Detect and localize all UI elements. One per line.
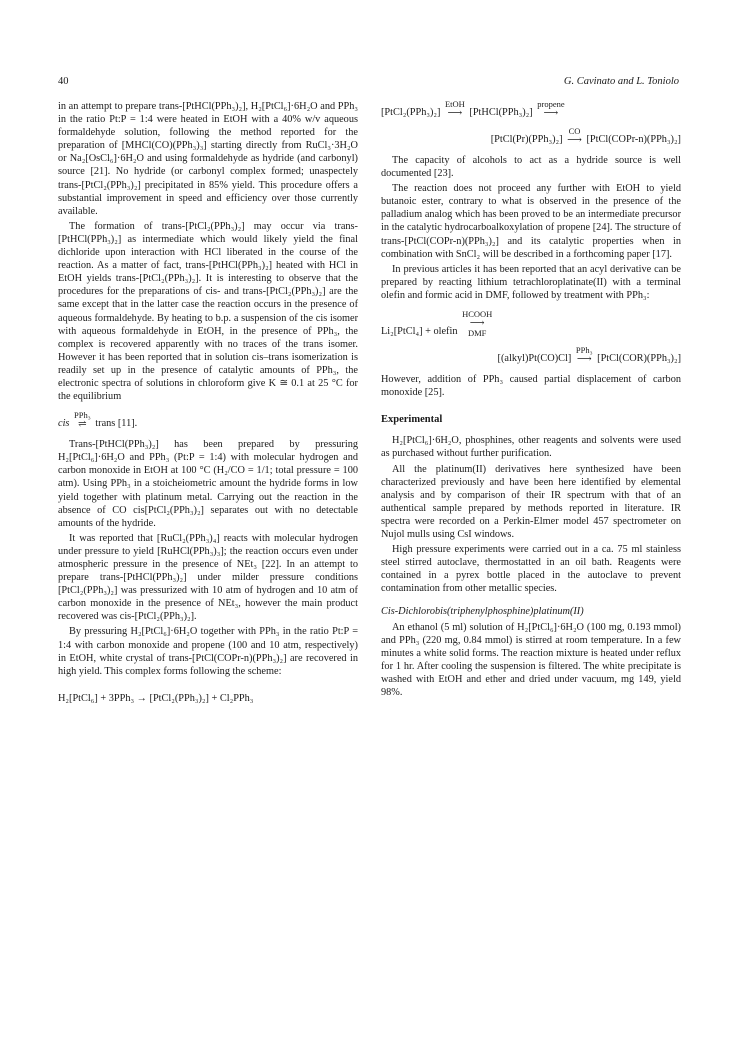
reaction-scheme-line-2 (381, 127, 681, 146)
eq-arrow-symbol: ⟶ (469, 318, 485, 330)
paragraph: H₂[PtCl₆]·6H₂O, phosphines, other reagents and solvents were used as purchased without further purification. (381, 435, 681, 460)
eq-arrow (567, 127, 582, 146)
eq-term: [PtCl(COR)(PPh₃)₂] (597, 352, 681, 364)
left-column (58, 100, 358, 713)
reaction-scheme-line-3 (381, 310, 681, 338)
eq-arrow-sublabel: DMF (467, 328, 487, 339)
eq-term: [PtCl(COPr-n)(PPh₃)₂] (586, 133, 681, 145)
eq-arrow-label: PPh₃ (575, 345, 593, 356)
eq-arrow-label: propene (537, 99, 565, 109)
page-number: 40 (58, 76, 69, 87)
eq-term: [PtCl₂(PPh₃)₂] (381, 106, 441, 118)
paragraph: However, addition of PPh₃ caused partial displacement of carbon monoxide [25]. (381, 374, 681, 399)
eq-arrow (537, 100, 564, 119)
reaction-equation: H₂[PtCl₆] + 3PPh₃ → [PtCl₂(PPh₃)₂] + Cl₂PPh₃ (58, 692, 254, 704)
equilibrium-equation (58, 411, 358, 430)
eq-arrow-symbol: ⟶ (447, 108, 463, 119)
reaction-scheme-line-1 (381, 100, 681, 119)
paragraph: An ethanol (5 ml) solution of H₂[PtCl₆]·6H₂O (100 mg, 0.193 mmol) and PPh₃ (220 mg, 0.84 mmol) is stirred at room temperature. In a few minutes a white solid forms. The reaction mixture is heated under reflux for 1 hr. After cooling the suspension is filtered. The white precipitate is washed with EtOH and ether and dried under vacuum, mg 149, yield 98%. (381, 621, 681, 698)
eq-term: trans [11]. (95, 418, 138, 430)
eq-arrow-symbol: ⟶ (567, 135, 582, 146)
paragraph: The reaction does not proceed any further with EtOH to yield butanoic ester, contrary to what is observed in the presence of the palladium analog which has been proved to be an intermediate precursor in the catalytic hydrocarboalkoxylation of propene [24]. The structure of trans-[PtCl(COPr-n)(PPh₃)₂] and its catalytic properties when in combination with SnCl₂ will be described in a forthcoming paper [17]. (381, 183, 681, 260)
right-column (381, 100, 681, 701)
section-heading: Experimental (381, 414, 443, 426)
paragraph: Trans-[PtHCl(PPh₃)₂] has been prepared by pressuring H₂[PtCl₆]·6H₂O and PPh₃ (Pt:P = 1:4) with molecular hydrogen and carbon monoxide in EtOH at 100 °C (H₂/CO = 1/1; total pressure = 100 atm). Using PPh₃ in a stoicheiometric amount the hydride forms in low yield together with platinum metal. Carrying out the reaction in the absence of CO cis[PtCl₂(PPh₃)₂] separates out with no detectable amounts of the hydride. (58, 439, 358, 529)
reaction-scheme-line-4 (381, 346, 681, 365)
running-head-authors: G. Cavinato and L. Toniolo (563, 76, 679, 87)
eq-term: cis (58, 418, 70, 430)
eq-arrow-label: EtOH (444, 99, 465, 109)
page-header (58, 76, 679, 92)
eq-arrow (445, 100, 465, 119)
paragraph: All the platinum(II) derivatives here synthesized have been characterized previously and have been here identified by elemental analysis and by comparison of their IR spectrum with that of an authentical sample prepared by methods reported in literature. IR spectra were recorded on a Perkin-Elmer model 457 spectrometer on Nujol mulls using CsI windows. (381, 463, 681, 540)
eq-term: [PtHCl(PPh₃)₂] (469, 106, 533, 118)
paragraph: It was reported that [RuCl₂(PPh₃)₄] reacts with molecular hydrogen under pressure to yield [RuHCl(PPh₃)₃]; the reaction occurs even under atmospheric pressure in the presence of NEt₃ [22]. In an attempt to prepare trans-[PtHCl(PPh₃)₂] under milder pressure conditions [PtCl₂(PPh₃)₂] was pressurized with 10 atm of hydrogen and 10 atm of carbon monoxide in the presence of NEt₃, however the main product recovered was cis-[PtCl₂(PPh₃)₂]. (58, 532, 358, 623)
eq-arrow-label: CO (568, 126, 581, 136)
eq-arrow (576, 346, 593, 365)
eq-term: [(alkyl)Pt(CO)Cl] (497, 352, 572, 364)
paragraph: The capacity of alcohols to act as a hydride source is well documented [23]. (381, 155, 681, 180)
eq-arrow-symbol: ⇌ (78, 419, 87, 431)
paragraph: The formation of trans-[PtCl₂(PPh₃)₂] may occur via trans-[PtHCl(PPh₃)₂] as intermediate which would likely yield the final dichloride upon interaction with HCl liberated in the course of the reaction. As a matter of fact, trans-[PtHCl(PPh₃)₂] heated with HCl in EtOH yields trans-[PtCl₂(PPh₃)₂]. It is interesting to observe that the procedures for the preparations of cis- and trans-[PtCl₂(PPh₃)₂] are the same except that in the latter case the reaction occurs in the presence of aqueous formaldehyde. By heating to b.p. a suspension of the cis isomer with aqueous formaldehyde in EtOH, in the presence of PPh₃, the complex is recovered apparently with no traces of the trans isomer. However it has been reported that in solution cis–trans isomerization is readily set up in the presence of catalytic amounts of PPh₃, the electronic spectra of solutions in chloroform give K ≅ 0.1 at 25 °C for the equilibrium (58, 220, 358, 403)
subsection-heading: Cis-Dichlorobis(triphenylphosphine)platinum(II) (381, 606, 584, 618)
paragraph: By pressuring H₂[PtCl₆]·6H₂O together with PPh₃ in the ratio Pt:P = 1:4 with carbon monoxide and propene (100 and 10 atm, respectively) in EtOH, white crystal of trans-[PtCl(COPr-n)(PPh₃)₂] are recovered in high yield. This complex forms following the scheme: (58, 626, 358, 677)
eq-term: [PtCl(Pr)(PPh₃)₂] (490, 133, 563, 145)
eq-arrow-label: PPh₃ (74, 410, 91, 421)
paragraph: High pressure experiments were carried out in a ca. 75 ml stainless steel stirred autoclave, thermostatted in an oil bath. Reagents were contained in a pyrex bottle placed in the autoclave to prevent contamination from other metallic species. (381, 544, 681, 595)
eq-arrow (462, 310, 492, 338)
paragraph: In previous articles it has been reported that an acyl derivative can be prepared by reacting lithium tetrachloroplatinate(II) with a terminal olefin and formic acid in DMF, followed by treatment with PPh₃: (381, 263, 681, 301)
eq-arrow-symbol: ⟶ (576, 354, 592, 366)
paragraph: in an attempt to prepare trans-[PtHCl(PPh₃)₂], H₂[PtCl₆]·6H₂O and PPh₃ in the ratio Pt:P = 1:4 were heated in EtOH with a 40% w/v aqueous formaldehyde solution, following the method reported for the preparation of [MHCl(CO)(PPh₃)₃] starting directly from RuCl₃·3H₂O or Na₂[OsCl₆]·6H₂O and using formaldehyde as hydride (and carbonyl) source [21]. No hydride (or carbonyl complex formed; unaspectely trans-[PtCl₂(PPh₃)₂] precipitated in 85% yield. This procedure offers a substantial improvement in speed and efficiency over those currently available. (58, 101, 358, 217)
eq-arrow-symbol: ⟶ (543, 108, 559, 119)
eq-arrow-label: HCOOH (462, 309, 493, 320)
eq-arrow (74, 411, 91, 430)
eq-term: Li₂[PtCl₄] + olefin (381, 325, 458, 337)
